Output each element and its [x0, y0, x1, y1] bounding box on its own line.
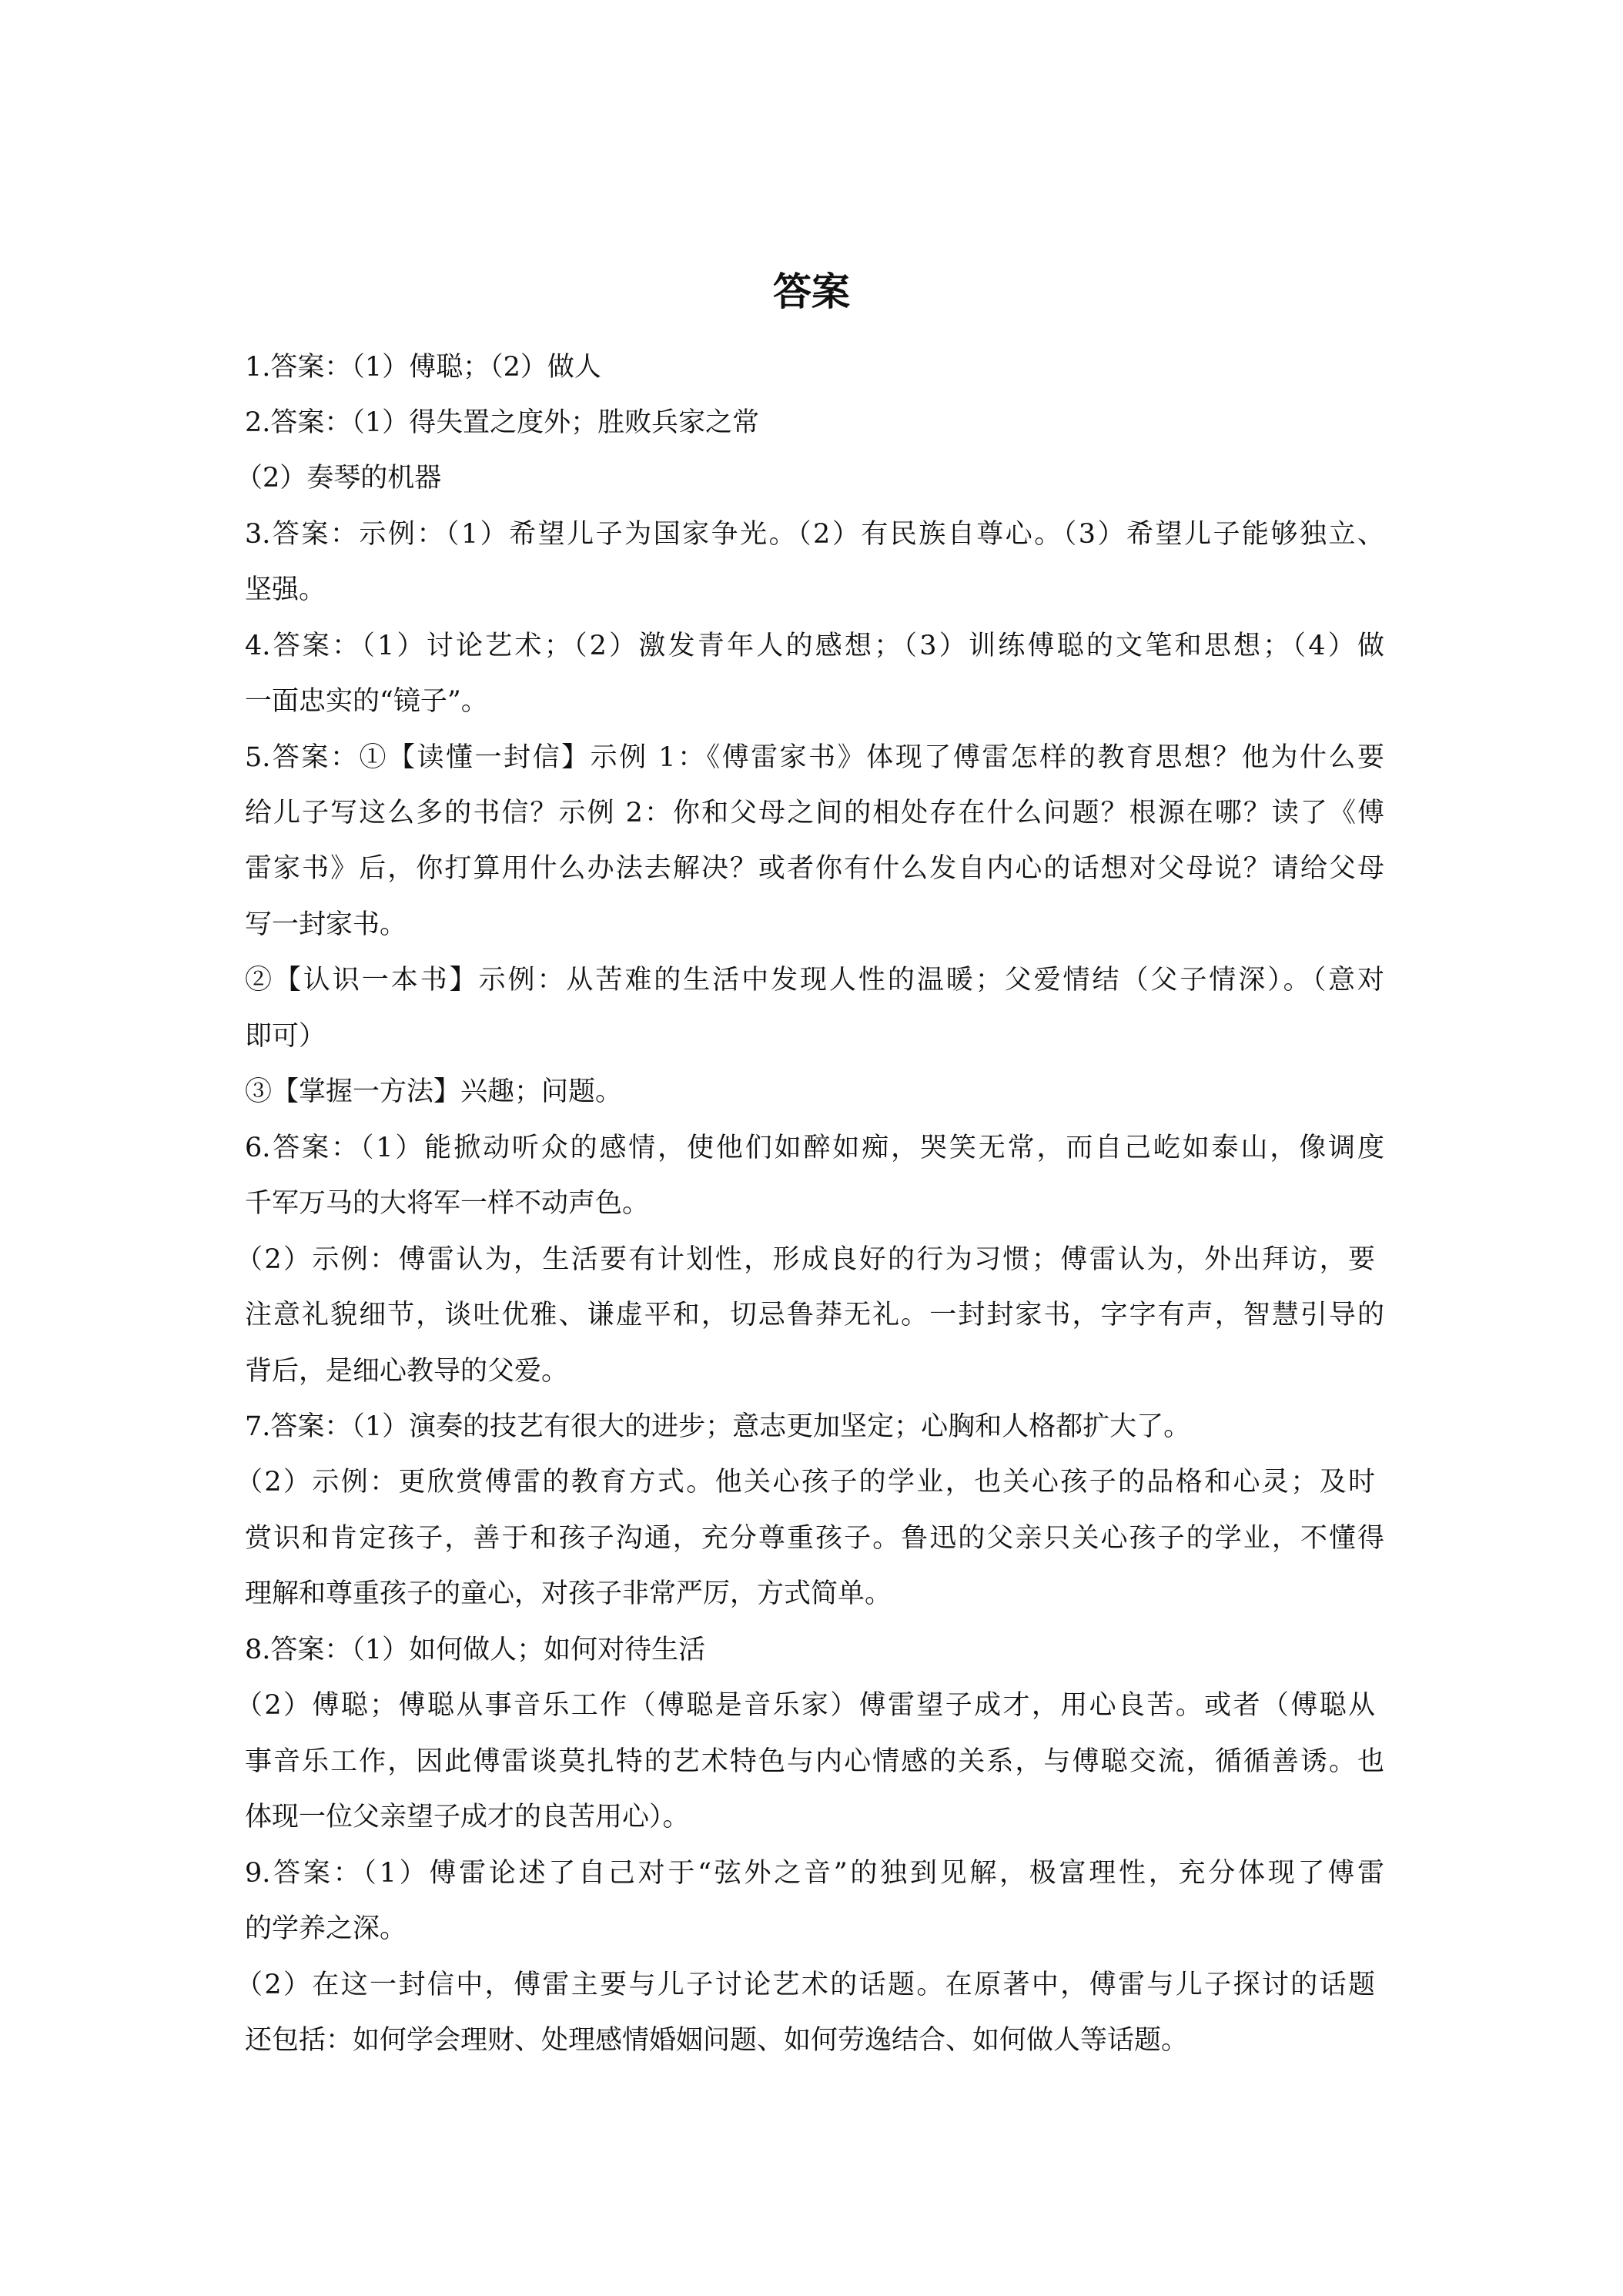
answer-6-line-3: （2）示例：傅雷认为，生活要有计划性，形成良好的行为习惯；傅雷认为，外出拜访，要 — [236, 1244, 1375, 1275]
answer-9-line-1: 9.答案：（1）傅雷论述了自己对于“弦外之音”的独到见解，极富理性，充分体现了傅雷 — [245, 1858, 1384, 1889]
answer-8-line-2: （2）傅聪；傅聪从事音乐工作（傅聪是音乐家）傅雷望子成才，用心良苦。或者（傅聪从 — [236, 1690, 1375, 1721]
answer-2-line-1: 2.答案：（1）得失置之度外；胜败兵家之常 — [245, 407, 760, 438]
answer-5-line-4: 写一封家书。 — [245, 909, 407, 940]
answer-6-line-1: 6.答案：（1）能掀动听众的感情，使他们如醉如痴，哭笑无常，而自己屹如泰山，像调度 — [245, 1133, 1384, 1163]
answer-6-line-4: 注意礼貌细节，谈吐优雅、谦虚平和，切忌鲁莽无礼。一封封家书，字字有声，智慧引导的 — [245, 1300, 1384, 1330]
answer-5-line-5: ②【认识一本书】示例：从苦难的生活中发现人性的温暖；父爱情结（父子情深）。（意对 — [245, 965, 1384, 996]
answer-5-line-6: 即可） — [245, 1021, 326, 1052]
answer-8-line-4: 体现一位父亲望子成才的良苦用心）。 — [245, 1802, 690, 1832]
answer-7-line-2: （2）示例：更欣赏傅雷的教育方式。他关心孩子的学业，也关心孩子的品格和心灵；及时 — [236, 1467, 1375, 1498]
answer-4-line-1: 4.答案：（1）讨论艺术；（2）激发青年人的感想；（3）训练傅聪的文笔和思想；（4）做 — [245, 631, 1384, 661]
answer-7-line-3: 赏识和肯定孩子，善于和孩子沟通，充分尊重孩子。鲁迅的父亲只关心孩子的学业，不懂得 — [245, 1523, 1384, 1554]
page-title: 答案 — [773, 269, 850, 314]
answer-8-line-1: 8.答案：（1）如何做人；如何对待生活 — [245, 1635, 706, 1665]
answer-3-line-2: 坚强。 — [245, 574, 326, 605]
answer-9-line-4: 还包括：如何学会理财、处理感情婚姻问题、如何劳逸结合、如何做人等话题。 — [245, 2025, 1189, 2056]
answer-5-line-1: 5.答案：①【读懂一封信】示例 1：《傅雷家书》体现了傅雷怎样的教育思想？他为什么要 — [245, 742, 1384, 773]
answer-9-line-3: （2）在这一封信中，傅雷主要与儿子讨论艺术的话题。在原著中，傅雷与儿子探讨的话题 — [236, 1970, 1375, 2000]
answer-7-line-1: 7.答案：（1）演奏的技艺有很大的进步；意志更加坚定；心胸和人格都扩大了。 — [245, 1411, 1191, 1442]
answer-6-line-5: 背后，是细心教导的父爱。 — [245, 1356, 569, 1387]
answer-7-line-4: 理解和尊重孩子的童心，对孩子非常严厉，方式简单。 — [245, 1578, 892, 1609]
answer-1-line-1: 1.答案：（1）傅聪；（2）做人 — [245, 352, 601, 383]
answer-9-line-2: 的学养之深。 — [245, 1913, 407, 1944]
answer-4-line-2: 一面忠实的“镜子”。 — [245, 686, 488, 717]
answer-5-line-3: 雷家书》后，你打算用什么办法去解决？或者你有什么发自内心的话想对父母说？请给父母 — [245, 853, 1384, 884]
answer-5-line-2: 给儿子写这么多的书信？示例 2：你和父母之间的相处存在什么问题？根源在哪？读了《傅 — [245, 798, 1384, 828]
answer-8-line-3: 事音乐工作，因此傅雷谈莫扎特的艺术特色与内心情感的关系，与傅聪交流，循循善诱。也 — [245, 1746, 1384, 1777]
answer-2-line-2: （2）奏琴的机器 — [236, 463, 442, 494]
answer-6-line-2: 千军万马的大将军一样不动声色。 — [245, 1188, 650, 1219]
answer-3-line-1: 3.答案：示例：（1）希望儿子为国家争光。（2）有民族自尊心。（3）希望儿子能够独立、 — [245, 519, 1384, 550]
answer-5-line-7: ③【掌握一方法】兴趣；问题。 — [245, 1076, 623, 1107]
